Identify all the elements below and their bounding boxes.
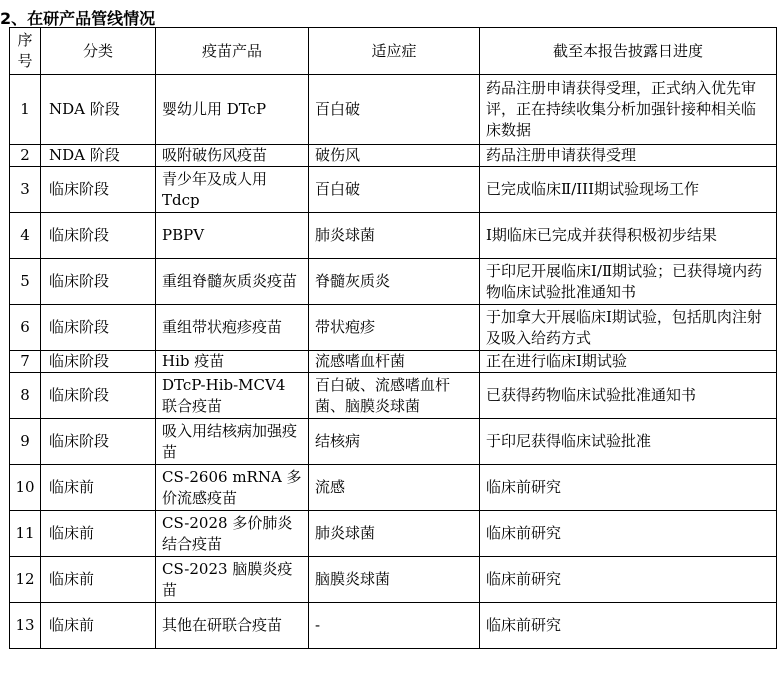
table-row (10, 145, 777, 167)
cell-indication: 百白破 (309, 167, 480, 213)
table-row (10, 465, 777, 511)
cell-product: PBPV (156, 213, 309, 259)
cell-no: 5 (10, 259, 41, 305)
cell-no: 8 (10, 373, 41, 419)
cell-no: 2 (10, 145, 41, 167)
cell-category: 临床阶段 (41, 167, 156, 213)
cell-progress: 于印尼开展临床Ⅰ/Ⅱ期试验；已获得境内药物临床试验批准通知书 (480, 259, 777, 305)
cell-progress: 已获得药物临床试验批准通知书 (480, 373, 777, 419)
cell-category: 临床阶段 (41, 259, 156, 305)
cell-product: DTcP-Hib-MCV4 联合疫苗 (156, 373, 309, 419)
cell-progress: 药品注册申请获得受理 (480, 145, 777, 167)
cell-progress: 临床前研究 (480, 603, 777, 649)
cell-progress: 临床前研究 (480, 465, 777, 511)
cell-no: 6 (10, 305, 41, 351)
table-header-row (10, 28, 777, 75)
cell-indication: 脑膜炎球菌 (309, 557, 480, 603)
cell-category: 临床阶段 (41, 373, 156, 419)
cell-indication: 带状疱疹 (309, 305, 480, 351)
cell-progress: 已完成临床Ⅱ/III期试验现场工作 (480, 167, 777, 213)
table-row (10, 305, 777, 351)
table-row (10, 351, 777, 373)
cell-product: 婴幼儿用 DTcP (156, 75, 309, 145)
header-progress: 截至本报告披露日进度 (480, 28, 777, 75)
table-row (10, 373, 777, 419)
table-row (10, 167, 777, 213)
cell-no: 13 (10, 603, 41, 649)
table-row (10, 511, 777, 557)
cell-indication: 百白破 (309, 75, 480, 145)
header-product: 疫苗产品 (156, 28, 309, 75)
cell-no: 10 (10, 465, 41, 511)
table-row (10, 259, 777, 305)
cell-product: 吸附破伤风疫苗 (156, 145, 309, 167)
cell-indication: 流感嗜血杆菌 (309, 351, 480, 373)
cell-product: 其他在研联合疫苗 (156, 603, 309, 649)
table-row (10, 213, 777, 259)
cell-indication: 破伤风 (309, 145, 480, 167)
cell-indication: - (309, 603, 480, 649)
cell-category: 临床阶段 (41, 305, 156, 351)
header-indication: 适应症 (309, 28, 480, 75)
cell-no: 4 (10, 213, 41, 259)
cell-category: 临床前 (41, 511, 156, 557)
cell-indication: 流感 (309, 465, 480, 511)
cell-category: 临床阶段 (41, 213, 156, 259)
cell-product: 重组带状疱疹疫苗 (156, 305, 309, 351)
table-row (10, 419, 777, 465)
cell-progress: 于印尼获得临床试验批准 (480, 419, 777, 465)
header-category: 分类 (41, 28, 156, 75)
cell-product: 重组脊髓灰质炎疫苗 (156, 259, 309, 305)
cell-indication: 肺炎球菌 (309, 511, 480, 557)
cell-product: CS-2028 多价肺炎结合疫苗 (156, 511, 309, 557)
cell-category: NDA 阶段 (41, 145, 156, 167)
cell-product: CS-2606 mRNA 多价流感疫苗 (156, 465, 309, 511)
cell-progress: 正在进行临床Ⅰ期试验 (480, 351, 777, 373)
cell-product: 青少年及成人用 Tdcp (156, 167, 309, 213)
cell-indication: 结核病 (309, 419, 480, 465)
cell-no: 3 (10, 167, 41, 213)
table-row (10, 75, 777, 145)
cell-product: Hib 疫苗 (156, 351, 309, 373)
cell-indication: 百白破、流感嗜血杆菌、脑膜炎球菌 (309, 373, 480, 419)
pipeline-table (9, 27, 777, 649)
cell-progress: 临床前研究 (480, 511, 777, 557)
cell-no: 12 (10, 557, 41, 603)
header-no: 序号 (10, 28, 41, 75)
cell-progress: Ⅰ期临床已完成并获得积极初步结果 (480, 213, 777, 259)
table-row (10, 603, 777, 649)
cell-progress: 药品注册申请获得受理，正式纳入优先审评，正在持续收集分析加强针接种相关临床数据 (480, 75, 777, 145)
table-row (10, 557, 777, 603)
cell-no: 7 (10, 351, 41, 373)
section-title: 2、在研产品管线情况 (0, 9, 156, 28)
cell-no: 1 (10, 75, 41, 145)
cell-product: CS-2023 脑膜炎疫苗 (156, 557, 309, 603)
cell-category: 临床阶段 (41, 419, 156, 465)
cell-progress: 于加拿大开展临床Ⅰ期试验，包括肌肉注射及吸入给药方式 (480, 305, 777, 351)
cell-indication: 脊髓灰质炎 (309, 259, 480, 305)
cell-product: 吸入用结核病加强疫苗 (156, 419, 309, 465)
cell-category: 临床前 (41, 465, 156, 511)
cell-category: 临床前 (41, 557, 156, 603)
cell-progress: 临床前研究 (480, 557, 777, 603)
cell-no: 9 (10, 419, 41, 465)
cell-no: 11 (10, 511, 41, 557)
cell-category: NDA 阶段 (41, 75, 156, 145)
cell-indication: 肺炎球菌 (309, 213, 480, 259)
table-body (10, 75, 777, 649)
cell-category: 临床阶段 (41, 351, 156, 373)
cell-category: 临床前 (41, 603, 156, 649)
